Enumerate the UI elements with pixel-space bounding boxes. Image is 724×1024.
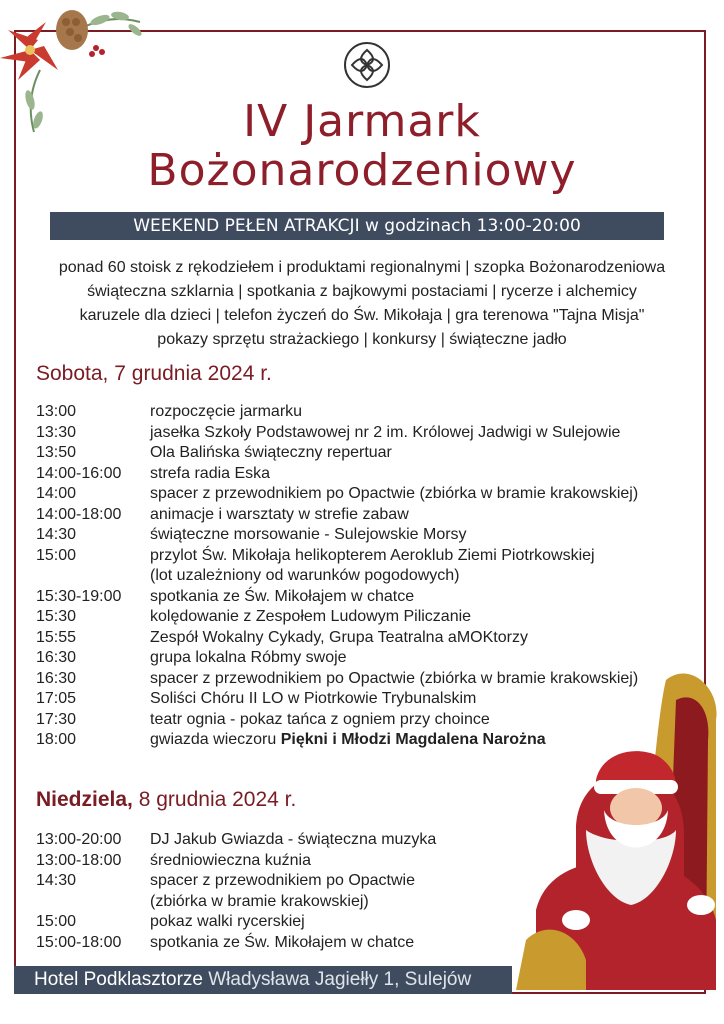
event-time: 15:00-18:00 [36, 933, 122, 951]
event-time: 13:00-18:00 [36, 851, 122, 869]
event-time: 13:00-20:00 [36, 831, 122, 848]
event-description-text: spacer z przewodnikiem po Opactwie [150, 872, 416, 889]
event-description [150, 443, 392, 464]
event-time: 15:30 [36, 608, 77, 625]
page-title-line2: Bożonarodzeniowy [147, 145, 577, 196]
event-description-text: pokaz walki rycerskiej [150, 913, 305, 930]
attractions-line: ponad 60 stoisk z rękodziełem i produktami regionalnymi | szopka Bożonarodzeniowa [58, 259, 666, 276]
ornament-logo-icon [342, 40, 392, 90]
event-description-text: spotkania ze Św. Mikołajem w chatce [150, 933, 415, 951]
event-time: 14:00-16:00 [36, 464, 122, 482]
event-description [150, 607, 471, 628]
event-description [150, 830, 436, 851]
event-time: 15:00 [36, 546, 77, 564]
event-description [150, 628, 528, 649]
event-description-text: spacer z przewodnikiem po Opactwie (zbiórka w bramie krakowskiej) [150, 485, 639, 502]
event-description [150, 566, 460, 587]
event-time: 14:30 [36, 526, 77, 543]
venue-name: Hotel Podklasztorze [34, 969, 203, 990]
santa-claus-illustration-icon [516, 660, 724, 990]
sunday-day: Niedziela, [36, 788, 133, 811]
event-description-text: DJ Jakub Gwiazda - świąteczna muzyka [150, 831, 437, 848]
event-description [150, 464, 270, 485]
page-title-line1: IV Jarmark [243, 96, 481, 147]
event-description [150, 587, 414, 608]
event-description [150, 689, 476, 710]
event-time: 14:30 [36, 872, 77, 889]
schedule-row [36, 566, 716, 587]
event-description-text: Soliści Chóru II LO w Piotrkowie Trybunalskim [150, 690, 477, 707]
schedule-row [36, 587, 716, 608]
event-description-text: spotkania ze Św. Mikołajem w chatce [150, 587, 415, 605]
event-description-text: (zbiórka w bramie krakowskiej) [150, 892, 369, 910]
event-description [150, 892, 369, 913]
event-description [150, 525, 467, 546]
event-time: 17:30 [36, 710, 77, 728]
event-time: 15:55 [36, 628, 77, 646]
saturday-heading [36, 362, 272, 386]
schedule-row [36, 484, 716, 505]
event-description-text: Ola Balińska świąteczny repertuar [150, 444, 392, 461]
event-description [150, 871, 415, 892]
saturday-date: 7 grudnia 2024 r. [114, 362, 272, 385]
schedule-row [36, 443, 716, 464]
attractions-list [20, 256, 704, 352]
schedule-row [36, 607, 716, 628]
event-description-text: jasełka Szkoły Podstawowej nr 2 im. Królowej Jadwigi w Sulejowie [150, 423, 621, 441]
event-time: 15:30-19:00 [36, 587, 122, 605]
event-description-text: animacje i warsztaty w strefie zabaw [150, 505, 409, 523]
venue-footer [14, 966, 512, 994]
event-description-text: (lot uzależniony od warunków pogodowych) [150, 567, 460, 584]
schedule-row [36, 505, 716, 526]
event-description-text: przylot Św. Mikołaja helikopterem Aeroklub Ziemi Piotrkowskiej [150, 546, 595, 564]
schedule-row [36, 525, 716, 546]
schedule-row [36, 628, 716, 649]
event-description [150, 912, 305, 933]
event-time: 18:00 [36, 731, 77, 748]
event-description [150, 710, 490, 731]
event-time: 13:50 [36, 444, 77, 461]
event-description-text: średniowieczna kuźnia [150, 851, 311, 869]
event-description [150, 505, 409, 526]
event-description-text: spacer z przewodnikiem po Opactwie (zbiórka w bramie krakowskiej) [150, 669, 639, 687]
venue-address: Władysława Jagiełły 1, Sulejów [208, 969, 472, 990]
schedule-row [36, 423, 716, 444]
event-time: 14:00-18:00 [36, 505, 122, 523]
event-description [150, 933, 414, 954]
event-time: 16:30 [36, 669, 77, 687]
attractions-line: karuzele dla dzieci | telefon życzeń do Św. Mikołaja | gra terenowa "Tajna Misja" [79, 307, 645, 324]
sunday-heading [36, 788, 296, 812]
event-description [150, 730, 546, 751]
event-description-text: grupa lokalna Róbmy swoje [150, 649, 347, 666]
hours-banner: WEEKEND PEŁEN ATRAKCJI w godzinach 13:00-20:00 [50, 212, 664, 240]
event-description [150, 546, 595, 567]
event-time: 17:05 [36, 690, 77, 707]
event-time: 14:00 [36, 485, 77, 502]
event-time: 15:00 [36, 913, 77, 930]
event-description-text: świąteczne morsowanie - Sulejowskie Morsy [150, 526, 467, 543]
event-time: 16:30 [36, 649, 77, 666]
event-description-text: kolędowanie z Zespołem Ludowym Piliczanie [150, 608, 472, 625]
event-description [150, 851, 311, 872]
schedule-row [36, 464, 716, 485]
event-time: 13:30 [36, 423, 77, 441]
event-description-text: strefa radia Eska [150, 464, 271, 482]
event-description [150, 402, 302, 423]
event-description-text: teatr ognia - pokaz tańca z ogniem przy choince [150, 710, 490, 728]
schedule-row [36, 402, 716, 423]
event-description-text: gwiazda wieczoru [150, 731, 281, 748]
event-description [150, 484, 638, 505]
event-time: 13:00 [36, 403, 77, 420]
event-description [150, 423, 620, 444]
event-description-text: rozpoczęcie jarmarku [150, 403, 303, 420]
headliner-name: Piękni i Młodzi Magdalena Narożna [280, 731, 546, 748]
attractions-line: pokazy sprzętu strażackiego | konkursy | świąteczne jadło [157, 331, 567, 348]
attractions-line: świąteczna szklarnia | spotkania z bajkowymi postaciami | rycerze i alchemicy [87, 283, 637, 300]
event-description [150, 648, 347, 669]
schedule-row [36, 546, 716, 567]
sunday-date: 8 grudnia 2024 r. [138, 788, 297, 811]
saturday-day: Sobota, [36, 362, 109, 385]
event-description-text: Zespół Wokalny Cykady, Grupa Teatralna aMOKtorzy [150, 628, 528, 646]
